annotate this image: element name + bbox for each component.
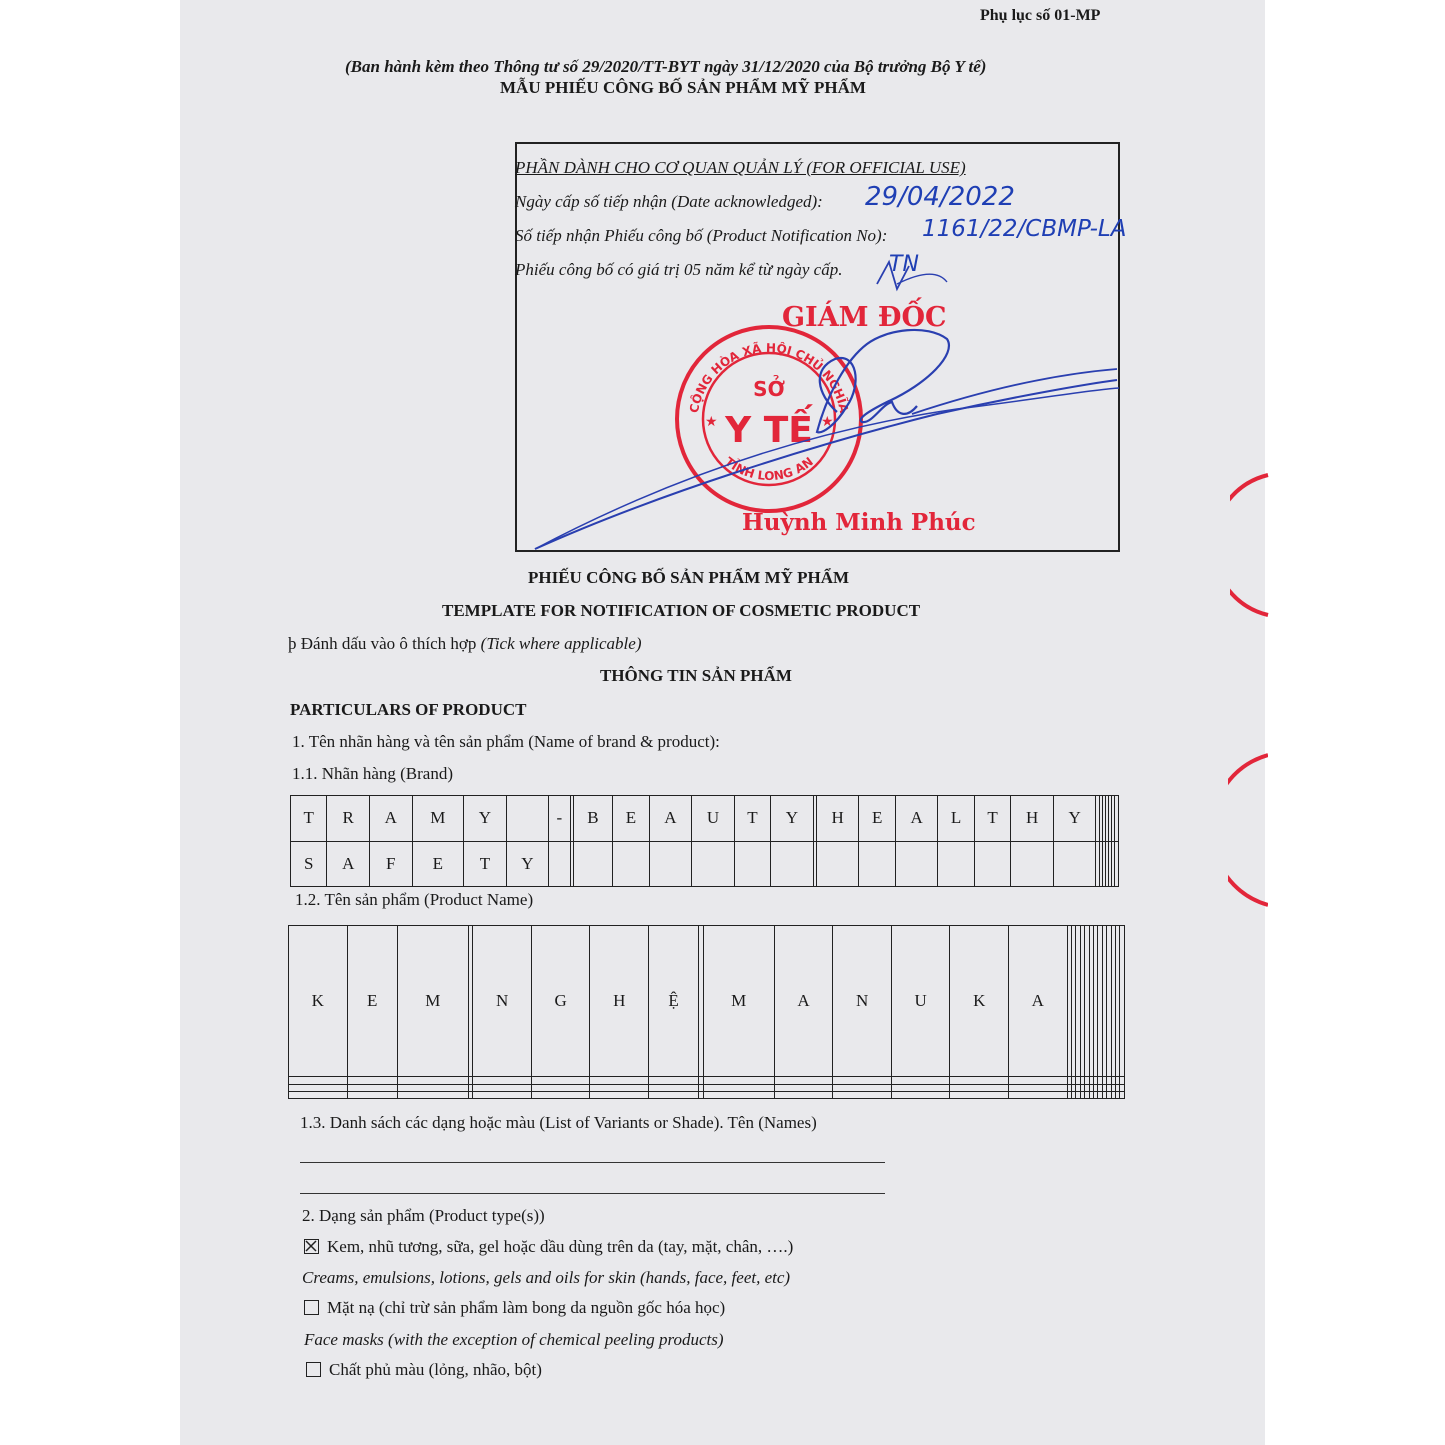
- product-letter-cell[interactable]: [289, 1077, 348, 1084]
- director-signature: [517, 144, 1122, 554]
- brand-letter-cell[interactable]: [734, 841, 770, 887]
- product-letter-cell[interactable]: [703, 1077, 774, 1084]
- product-letter-cell[interactable]: A: [1009, 926, 1068, 1077]
- handwritten-initials: TN: [889, 252, 919, 277]
- brand-letter-cell[interactable]: B: [573, 796, 613, 842]
- product-letter-cell[interactable]: U: [891, 926, 950, 1077]
- brand-letter-cell[interactable]: T: [974, 796, 1010, 842]
- brand-letter-cell[interactable]: E: [412, 841, 464, 887]
- product-letter-cell[interactable]: [347, 1091, 397, 1098]
- product-letter-cell[interactable]: [289, 1091, 348, 1098]
- validity-note: Phiếu công bố có giá trị 05 năm kể từ ngày cấp.: [515, 260, 843, 279]
- form-title: MẪU PHIẾU CÔNG BỐ SẢN PHẨM MỸ PHẨM: [500, 78, 866, 97]
- product-letter-cell[interactable]: [347, 1077, 397, 1084]
- product-letter-cell[interactable]: A: [774, 926, 833, 1077]
- seal-bottom-text: TỈNH LONG AN: [722, 454, 816, 484]
- brand-letter-cell[interactable]: -: [549, 796, 570, 842]
- side-seal-top-text: [1230, 523, 1231, 581]
- svg-text:CÔNG TY: [1228, 813, 1229, 878]
- product-letter-cell[interactable]: [891, 1077, 950, 1084]
- product-letter-cell[interactable]: [649, 1077, 699, 1084]
- brand-letter-cell[interactable]: [771, 841, 814, 887]
- brand-letter-cell[interactable]: [974, 841, 1010, 887]
- brand-letter-cell[interactable]: M: [412, 796, 464, 842]
- option-face-masks-en: Face masks (with the exception of chemical peeling products): [304, 1330, 724, 1349]
- svg-text:HÒA XÃ: [1230, 523, 1231, 581]
- brand-letter-cell[interactable]: T: [291, 796, 327, 842]
- product-letter-cell[interactable]: N: [833, 926, 892, 1077]
- product-letter-cell[interactable]: [774, 1084, 833, 1091]
- product-type-label: 2. Dạng sản phẩm (Product type(s)): [302, 1206, 545, 1225]
- director-name: Huỳnh Minh Phúc: [742, 509, 976, 536]
- grid-row: [289, 1084, 1125, 1091]
- product-letter-cell[interactable]: [950, 1077, 1009, 1084]
- brand-letter-cell[interactable]: F: [369, 841, 412, 887]
- brand-letter-cell[interactable]: Y: [464, 796, 507, 842]
- date-acknowledged-label: Ngày cấp số tiếp nhận (Date acknowledged):: [515, 192, 823, 211]
- grid-row: [289, 926, 1125, 1077]
- brand-letter-cell[interactable]: [1115, 796, 1119, 842]
- product-letter-cell[interactable]: [1120, 1077, 1125, 1084]
- product-letter-cell[interactable]: [397, 1084, 468, 1091]
- product-letter-cell[interactable]: [649, 1091, 699, 1098]
- handwritten-number: 1161/22/CBMP-LA: [922, 216, 1127, 242]
- product-letter-cell[interactable]: E: [347, 926, 397, 1077]
- official-use-box: [515, 142, 1127, 552]
- brand-letter-cell[interactable]: [692, 841, 735, 887]
- brand-letter-cell[interactable]: E: [613, 796, 649, 842]
- product-letter-cell[interactable]: [891, 1091, 950, 1098]
- brand-letter-cell[interactable]: T: [464, 841, 507, 887]
- side-seal-top: [1230, 470, 1270, 620]
- option-face-masks-checkbox[interactable]: [304, 1300, 319, 1315]
- brand-letter-cell[interactable]: H: [1011, 796, 1054, 842]
- product-letter-cell[interactable]: H: [590, 926, 649, 1077]
- brand-letter-cell[interactable]: [1053, 841, 1096, 887]
- brand-letter-cell[interactable]: A: [895, 796, 938, 842]
- side-seal-bottom-text: [1228, 813, 1229, 878]
- brand-product-label: 1. Tên nhãn hàng và tên sản phẩm (Name of brand & product):: [292, 732, 720, 751]
- product-name-letter-grid[interactable]: [288, 925, 1125, 1099]
- brand-letter-cell[interactable]: T: [734, 796, 770, 842]
- product-letter-cell[interactable]: G: [531, 926, 590, 1077]
- grid-row: [289, 1077, 1125, 1084]
- brand-label: 1.1. Nhãn hàng (Brand): [292, 764, 453, 783]
- option-color-coating-checkbox[interactable]: [306, 1362, 321, 1377]
- brand-letter-cell[interactable]: Y: [771, 796, 814, 842]
- brand-letter-cell[interactable]: [816, 841, 859, 887]
- product-letter-cell[interactable]: Ệ: [649, 926, 699, 1077]
- product-letter-cell[interactable]: [531, 1084, 590, 1091]
- brand-letter-cell[interactable]: A: [649, 796, 692, 842]
- variants-entry-line[interactable]: [300, 1162, 885, 1163]
- option-creams-en: Creams, emulsions, lotions, gels and oils for skin (hands, face, feet, etc): [302, 1268, 791, 1287]
- product-letter-cell[interactable]: [531, 1091, 590, 1098]
- product-letter-cell[interactable]: M: [703, 926, 774, 1077]
- product-letter-cell[interactable]: [833, 1091, 892, 1098]
- product-letter-cell[interactable]: K: [950, 926, 1009, 1077]
- product-letter-cell[interactable]: [1009, 1084, 1068, 1091]
- brand-letter-cell[interactable]: Y: [1053, 796, 1096, 842]
- issued-with-note: (Ban hành kèm theo Thông tư số 29/2020/TT-BYT ngày 31/12/2020 của Bộ trưởng Bộ Y tế): [345, 57, 987, 76]
- grid-row: [291, 841, 1119, 887]
- product-letter-cell[interactable]: [774, 1091, 833, 1098]
- brand-letter-cell[interactable]: A: [327, 841, 370, 887]
- seal-star-icon: ★: [821, 415, 834, 430]
- brand-letter-cell[interactable]: E: [859, 796, 895, 842]
- product-letter-cell[interactable]: [649, 1084, 699, 1091]
- seal-line-1: SỞ: [753, 377, 785, 401]
- particulars-title-vn: THÔNG TIN SẢN PHẨM: [600, 666, 792, 685]
- official-use-heading: PHẦN DÀNH CHO CƠ QUAN QUẢN LÝ (FOR OFFICIAL USE): [515, 158, 966, 177]
- brand-letter-cell[interactable]: U: [692, 796, 735, 842]
- variants-entry-line[interactable]: [300, 1193, 885, 1194]
- product-letter-cell[interactable]: [833, 1077, 892, 1084]
- product-letter-cell[interactable]: [891, 1084, 950, 1091]
- product-letter-cell[interactable]: M: [397, 926, 468, 1077]
- product-name-label: 1.2. Tên sản phẩm (Product Name): [295, 890, 534, 909]
- product-letter-cell[interactable]: [473, 1084, 532, 1091]
- option-color-coating-vn: Chất phủ màu (lỏng, nhão, bột): [329, 1360, 542, 1379]
- product-letter-cell[interactable]: [950, 1091, 1009, 1098]
- seal-ring-text: CỘNG HÒA XÃ HỘI CHỦ NGHĨA: [686, 340, 852, 415]
- variants-label: 1.3. Danh sách các dạng hoặc màu (List of Variants or Shade). Tên (Names): [300, 1113, 817, 1132]
- product-letter-cell[interactable]: [1120, 926, 1125, 1077]
- product-letter-cell[interactable]: [774, 1077, 833, 1084]
- brand-letter-cell[interactable]: [1115, 841, 1119, 887]
- product-letter-cell[interactable]: [833, 1084, 892, 1091]
- product-letter-cell[interactable]: [590, 1084, 649, 1091]
- product-letter-cell[interactable]: [397, 1091, 468, 1098]
- brand-letter-cell[interactable]: H: [816, 796, 859, 842]
- brand-letter-cell[interactable]: [613, 841, 649, 887]
- seal-star-icon: ★: [705, 415, 718, 430]
- handwritten-date: 29/04/2022: [865, 182, 1015, 212]
- option-creams-checkbox[interactable]: [304, 1239, 319, 1254]
- brand-letter-cell[interactable]: L: [938, 796, 974, 842]
- brand-letter-cell[interactable]: S: [291, 841, 327, 887]
- tick-instruction: þ Đánh dấu vào ô thích hợp (Tick where applicable): [288, 634, 642, 653]
- product-letter-cell[interactable]: N: [473, 926, 532, 1077]
- product-letter-cell[interactable]: [1120, 1091, 1125, 1098]
- option-face-masks-vn: Mặt nạ (chỉ trừ sản phẩm làm bong da nguồn gốc hóa học): [327, 1298, 726, 1317]
- product-letter-cell[interactable]: [703, 1084, 774, 1091]
- brand-letter-cell[interactable]: A: [369, 796, 412, 842]
- product-letter-cell[interactable]: [590, 1077, 649, 1084]
- brand-letter-cell[interactable]: [506, 796, 549, 842]
- option-creams-vn: Kem, nhũ tương, sữa, gel hoặc dầu dùng trên da (tay, mặt, chân, ….): [327, 1237, 794, 1256]
- brand-letter-cell[interactable]: [649, 841, 692, 887]
- notification-number-label: Số tiếp nhận Phiếu công bố (Product Notification No):: [515, 226, 888, 245]
- grid-row: [289, 1091, 1125, 1098]
- seal-line-2: Y TẾ: [725, 410, 813, 451]
- director-title: GIÁM ĐỐC: [782, 302, 947, 333]
- product-letter-cell[interactable]: [473, 1077, 532, 1084]
- notification-title-en: TEMPLATE FOR NOTIFICATION OF COSMETIC PRODUCT: [442, 601, 921, 620]
- particulars-title-en: PARTICULARS OF PRODUCT: [290, 700, 527, 719]
- product-letter-cell[interactable]: [397, 1077, 468, 1084]
- product-letter-cell[interactable]: K: [289, 926, 348, 1077]
- brand-letter-cell[interactable]: [895, 841, 938, 887]
- appendix-label: Phụ lục số 01-MP: [980, 7, 1101, 24]
- brand-letter-grid[interactable]: [290, 795, 1119, 887]
- product-letter-cell[interactable]: [1009, 1091, 1068, 1098]
- product-letter-cell[interactable]: [531, 1077, 590, 1084]
- grid-row: [291, 796, 1119, 842]
- brand-letter-cell[interactable]: [573, 841, 613, 887]
- product-letter-cell[interactable]: [590, 1091, 649, 1098]
- product-letter-cell[interactable]: [473, 1091, 532, 1098]
- brand-letter-cell[interactable]: R: [327, 796, 370, 842]
- brand-letter-cell[interactable]: [938, 841, 974, 887]
- product-letter-cell[interactable]: [347, 1084, 397, 1091]
- product-letter-cell[interactable]: [950, 1084, 1009, 1091]
- side-seal-bottom: [1228, 750, 1268, 910]
- checked-x-icon: [305, 1240, 317, 1252]
- product-letter-cell[interactable]: [703, 1091, 774, 1098]
- product-letter-cell[interactable]: [1120, 1084, 1125, 1091]
- brand-letter-cell[interactable]: [549, 841, 570, 887]
- brand-letter-cell[interactable]: Y: [506, 841, 549, 887]
- brand-letter-cell[interactable]: [859, 841, 895, 887]
- notification-title-vn: PHIẾU CÔNG BỐ SẢN PHẨM MỸ PHẨM: [528, 568, 850, 587]
- product-letter-cell[interactable]: [1009, 1077, 1068, 1084]
- document-page: [180, 0, 1265, 1445]
- brand-letter-cell[interactable]: [1011, 841, 1054, 887]
- product-letter-cell[interactable]: [289, 1084, 348, 1091]
